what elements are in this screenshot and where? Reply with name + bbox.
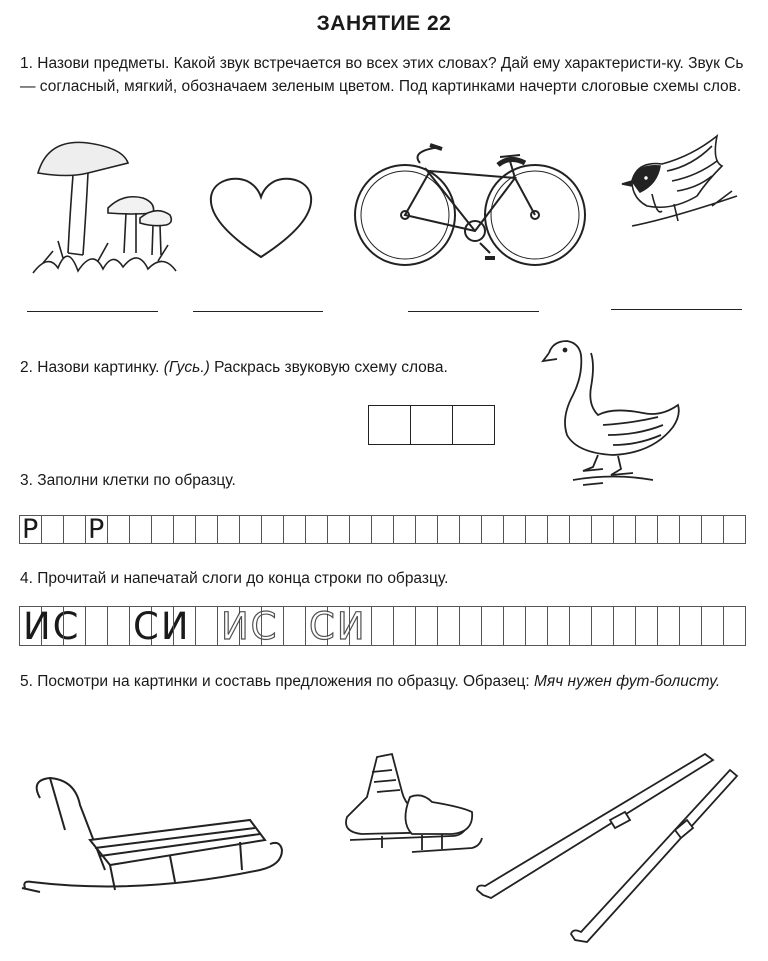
syllable-cell[interactable]	[108, 606, 130, 646]
syllable-cell[interactable]	[614, 606, 636, 646]
letter-cell[interactable]	[460, 515, 482, 544]
task-2-text: Назови картинку.	[37, 359, 160, 376]
goose-icon	[543, 335, 688, 490]
syllable-cell[interactable]	[42, 606, 64, 646]
task-2	[20, 356, 520, 379]
sample-letter: Р	[22, 514, 39, 545]
sound-schema	[368, 405, 495, 445]
task-2-text-2: Раскрась звуковую схему слова.	[214, 359, 448, 376]
letter-cell[interactable]	[526, 515, 548, 544]
scheme-line-3[interactable]	[408, 311, 539, 312]
syllable-cell[interactable]	[174, 606, 196, 646]
letter-cell[interactable]	[284, 515, 306, 544]
syllable-cell[interactable]	[636, 606, 658, 646]
letter-cell[interactable]	[482, 515, 504, 544]
task-4-text: Прочитай и напечатай слоги до конца строки по образцу.	[37, 570, 449, 587]
syllable-cell[interactable]	[548, 606, 570, 646]
heart-icon	[207, 175, 315, 260]
letter-cell[interactable]	[636, 515, 658, 544]
syllable-cell[interactable]	[680, 606, 702, 646]
letter-cell[interactable]	[504, 515, 526, 544]
task-4-number: 4.	[20, 570, 33, 587]
letter-cell[interactable]	[724, 515, 746, 544]
task-1-text: Назови предметы. Какой звук встречается во всех этих словах? Дай ему характеристи-ку. Звук Сь — согласный, мягкий, обозначаем зеленым цветом. Под картинками начерти слоговые схемы слов.	[20, 55, 744, 95]
syllable-cell[interactable]	[658, 606, 680, 646]
task-2-hint: (Гусь.)	[163, 359, 210, 376]
syllable-cell[interactable]	[284, 606, 306, 646]
sound-box-2[interactable]	[411, 405, 453, 445]
letter-cell[interactable]	[196, 515, 218, 544]
mushrooms-icon	[28, 133, 178, 283]
letter-cell[interactable]	[438, 515, 460, 544]
dotted-syllable: ИС	[221, 605, 279, 648]
syllable-cell[interactable]	[86, 606, 108, 646]
task-1	[20, 52, 748, 98]
syllable-cell[interactable]	[394, 606, 416, 646]
scheme-line-1[interactable]	[27, 311, 158, 312]
letter-cell[interactable]	[570, 515, 592, 544]
sled-icon	[20, 770, 290, 910]
letter-cell[interactable]	[20, 515, 42, 544]
syllable-cell[interactable]	[152, 606, 174, 646]
letter-cell[interactable]	[152, 515, 174, 544]
bicycle-icon	[350, 143, 590, 268]
syllable-cell[interactable]	[218, 605, 279, 648]
letter-cell[interactable]	[306, 515, 328, 544]
sound-box-3[interactable]	[453, 405, 495, 445]
syllable-cell[interactable]	[262, 606, 284, 646]
skis-icon	[475, 750, 745, 945]
syllable-cell[interactable]	[130, 605, 191, 648]
syllable-cell[interactable]	[702, 606, 724, 646]
syllable-cell[interactable]	[724, 606, 746, 646]
syllable-cell[interactable]	[240, 606, 262, 646]
task-3-number: 3.	[20, 472, 33, 489]
letter-cell[interactable]	[680, 515, 702, 544]
syllable-cell[interactable]	[196, 606, 218, 646]
syllable-cell[interactable]	[460, 606, 482, 646]
letter-cell[interactable]	[108, 515, 130, 544]
letter-cell[interactable]	[416, 515, 438, 544]
letter-cell[interactable]	[262, 515, 284, 544]
task-1-number: 1.	[20, 55, 33, 72]
syllable-cell[interactable]	[328, 606, 350, 646]
letter-cell[interactable]	[702, 515, 724, 544]
letter-cell[interactable]	[350, 515, 372, 544]
syllable-cell[interactable]	[504, 606, 526, 646]
letter-cell[interactable]	[174, 515, 196, 544]
sound-box-1[interactable]	[369, 405, 411, 445]
syllable-cell[interactable]	[526, 606, 548, 646]
task-5-text: Посмотри на картинки и составь предложения по образцу. Образец:	[37, 673, 530, 690]
task-5	[20, 670, 748, 693]
scheme-line-4[interactable]	[611, 309, 742, 310]
syllable-cell[interactable]	[438, 606, 460, 646]
letter-cell[interactable]	[64, 515, 86, 544]
syllable-cell[interactable]	[350, 606, 372, 646]
letter-cell[interactable]	[86, 515, 108, 544]
syllable-cell[interactable]	[20, 605, 81, 648]
page-title: ЗАНЯТИЕ 22	[316, 12, 452, 35]
task-3	[20, 469, 520, 492]
task-4	[20, 567, 620, 590]
letter-cell[interactable]	[240, 515, 262, 544]
syllable-cell[interactable]	[64, 606, 86, 646]
task-5-example: Мяч нужен фут-болисту.	[534, 673, 721, 690]
task-2-number: 2.	[20, 359, 33, 376]
syllable-cell[interactable]	[570, 606, 592, 646]
skates-icon	[322, 752, 482, 877]
letter-cell[interactable]	[328, 515, 350, 544]
task-3-text: Заполни клетки по образцу.	[37, 472, 236, 489]
syllable-cell[interactable]	[416, 606, 438, 646]
letter-cell[interactable]	[548, 515, 570, 544]
letter-cell[interactable]	[592, 515, 614, 544]
syllable-cell[interactable]	[482, 606, 504, 646]
dotted-syllable: СИ	[309, 605, 367, 648]
letter-cell[interactable]	[372, 515, 394, 544]
syllable-cell[interactable]	[592, 606, 614, 646]
letter-cell[interactable]	[614, 515, 636, 544]
sample-syllable: СИ	[133, 605, 191, 648]
sample-syllable: ИС	[23, 605, 81, 648]
letter-cell[interactable]	[394, 515, 416, 544]
syllable-cell[interactable]	[306, 605, 367, 648]
titmouse-icon	[612, 126, 742, 241]
syllable-cell[interactable]	[372, 606, 394, 646]
letter-grid	[19, 515, 746, 544]
letter-cell[interactable]	[42, 515, 64, 544]
scheme-line-2[interactable]	[193, 311, 323, 312]
sample-letter: Р	[88, 514, 105, 545]
letter-cell[interactable]	[130, 515, 152, 544]
syllable-grid	[19, 606, 746, 646]
task-5-number: 5.	[20, 673, 33, 690]
letter-cell[interactable]	[658, 515, 680, 544]
letter-cell[interactable]	[218, 515, 240, 544]
